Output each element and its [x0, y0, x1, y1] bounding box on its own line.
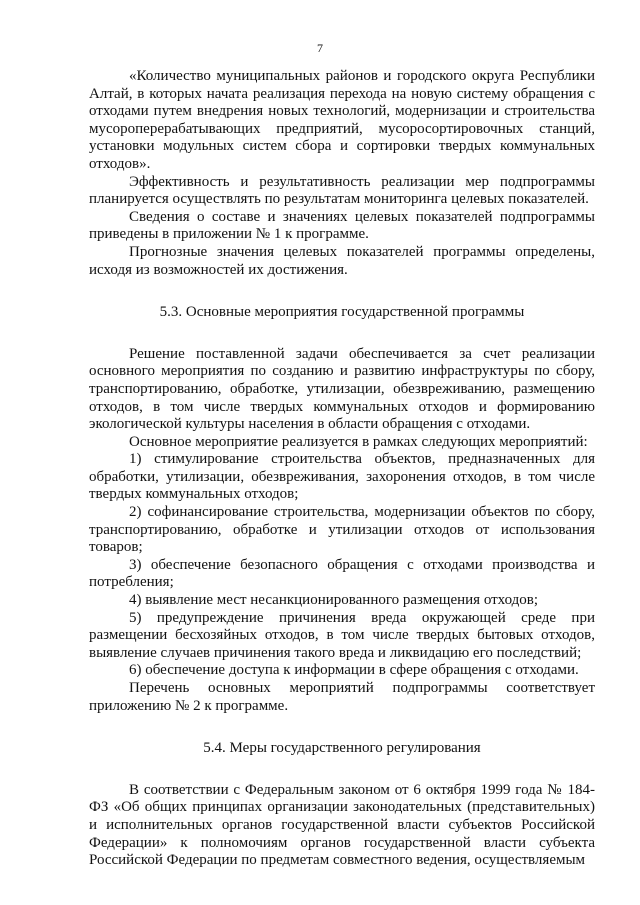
page-number: 7 [317, 41, 323, 55]
paragraph: Основное мероприятие реализуется в рамках следующих мероприятий: [129, 433, 588, 450]
section-heading-5-4: 5.4. Меры государственного регулирования [203, 740, 481, 757]
list-item: 5) предупреждение причинения вреда окружающей среде при размещении бесхозяйных отходов, в том числе твердых бытовых отходов, выявление случаев причинения такого вреда и ликвидацию его последствий; [89, 609, 595, 661]
paragraph: Прогнозные значения целевых показателей программы определены, исходя из возможностей их достижения. [89, 243, 595, 278]
section-heading-5-3: 5.3. Основные мероприятия государственной программы [159, 304, 525, 321]
paragraph: Решение поставленной задачи обеспечивается за счет реализации основного мероприятия по созданию и развитию инфраструктуры по сбору, транспортированию, обработке, утилизации, обезвреживанию, размещению отходов, в том числе твердых коммунальных отходов и формированию экологической культуры населения в области обращения с отходами. [89, 345, 595, 433]
list-item: 6) обеспечение доступа к информации в сфере обращения с отходами. [129, 662, 579, 679]
paragraph: Перечень основных мероприятий подпрограммы соответствует приложению № 2 к программе. [89, 680, 595, 714]
list-item: 3) обеспечение безопасного обращения с отходами производства и потребления; [89, 556, 595, 591]
list-item: 2) софинансирование строительства, модернизации объектов по сбору, транспортированию, обработке и утилизации отходов от использования товаров; [89, 504, 595, 556]
document-body [89, 68, 595, 870]
list-item: 4) выявление мест несанкционированного размещения отходов; [129, 592, 539, 609]
paragraph: Сведения о составе и значениях целевых показателей подпрограммы приведены в приложении № 1 к программе. [89, 208, 595, 243]
paragraph: В соответствии с Федеральным законом от 6 октября 1999 года № 184-ФЗ «Об общих принципах организации законодательных (представительных) и исполнительных органов государственной власти субъектов Российской Федерации» к полномочиям органов государственной власти субъекта Российской Федерации по предметам совместного ведения, осуществляемым [89, 781, 595, 869]
paragraph: Эффективность и результативность реализации мер подпрограммы планируется осуществлять по результатам мониторинга целевых показателей. [89, 173, 595, 208]
list-item: 1) стимулирование строительства объектов, предназначенных для обработки, утилизации, обезвреживания, захоронения отходов, в том числе твердых коммунальных отходов; [89, 451, 595, 503]
paragraph: «Количество муниципальных районов и городского округа Республики Алтай, в которых начата реализация перехода на новую систему обращения с отходами путем внедрения новых технологий, модернизации и строительства мусороперерабатывающих предприятий, мусоросортировочных станций, установки модульных систем сбора и сортировки твердых коммунальных отходов». [89, 68, 595, 172]
